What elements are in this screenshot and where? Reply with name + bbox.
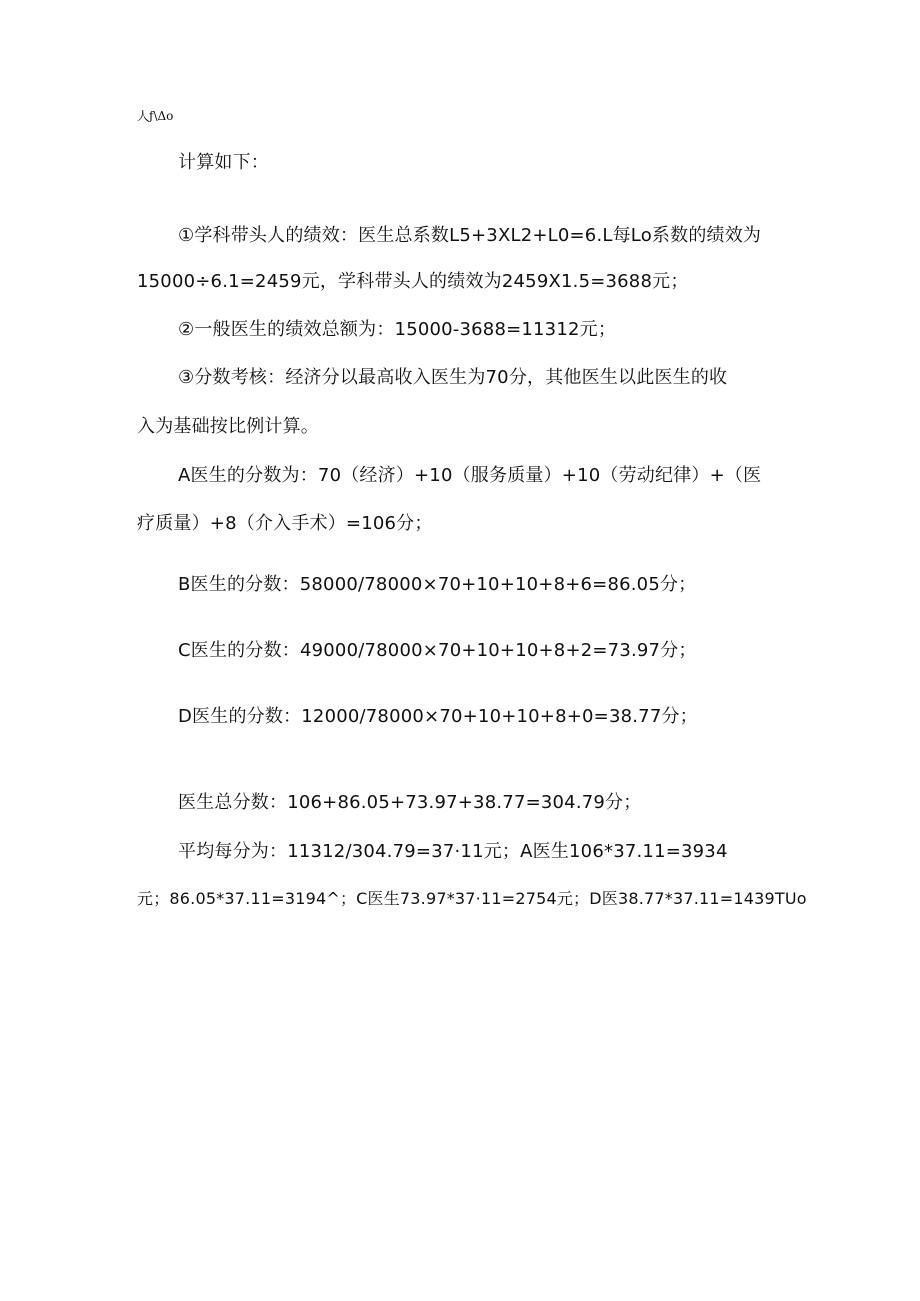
doctor-c-score: C医生的分数：49000/78000×70+10+10+8+2=73.97分； (178, 640, 697, 661)
item-1-line-2: 15000÷6.1=2459元，学科带头人的绩效为2459X1.5=3688元； (137, 271, 689, 292)
total-score: 医生总分数：106+86.05+73.97+38.77=304.79分； (178, 792, 642, 813)
item-3-line-1: ③分数考核：经济分以最高收入医生为70分，其他医生以此医生的收 (178, 367, 728, 388)
item-2-line: ②一般医生的绩效总额为：15000-3688=11312元； (178, 319, 617, 340)
item-3-line-2: 入为基础按比例计算。 (137, 416, 319, 437)
calc-heading: 计算如下： (178, 152, 269, 173)
item-1-line-1: ①学科带头人的绩效：医生总系数L5+3XL2+L0=6.L每Lo系数的绩效为 (178, 225, 762, 246)
doctor-b-score: B医生的分数：58000/78000×70+10+10+8+6=86.05分； (178, 574, 697, 595)
avg-per-point-line-2: 元；86.05*37.11=3194^；C医生73.97*37·11=2754元；D医38.77*37.11=1439TUo (137, 889, 807, 908)
doctor-a-score-line-1: A医生的分数为：70（经济）+10（服务质量）+10（劳动纪律）+（医 (178, 465, 762, 486)
page-fragment-text: 人ƒ\Δo (137, 109, 174, 123)
avg-per-point-line-1: 平均每分为：11312/304.79=37·11元；A医生106*37.11=3934 (178, 841, 728, 862)
doctor-a-score-line-2: 疗质量）+8（介入手术）=106分； (137, 513, 433, 534)
doctor-d-score: D医生的分数：12000/78000×70+10+10+8+0=38.77分； (178, 706, 698, 727)
